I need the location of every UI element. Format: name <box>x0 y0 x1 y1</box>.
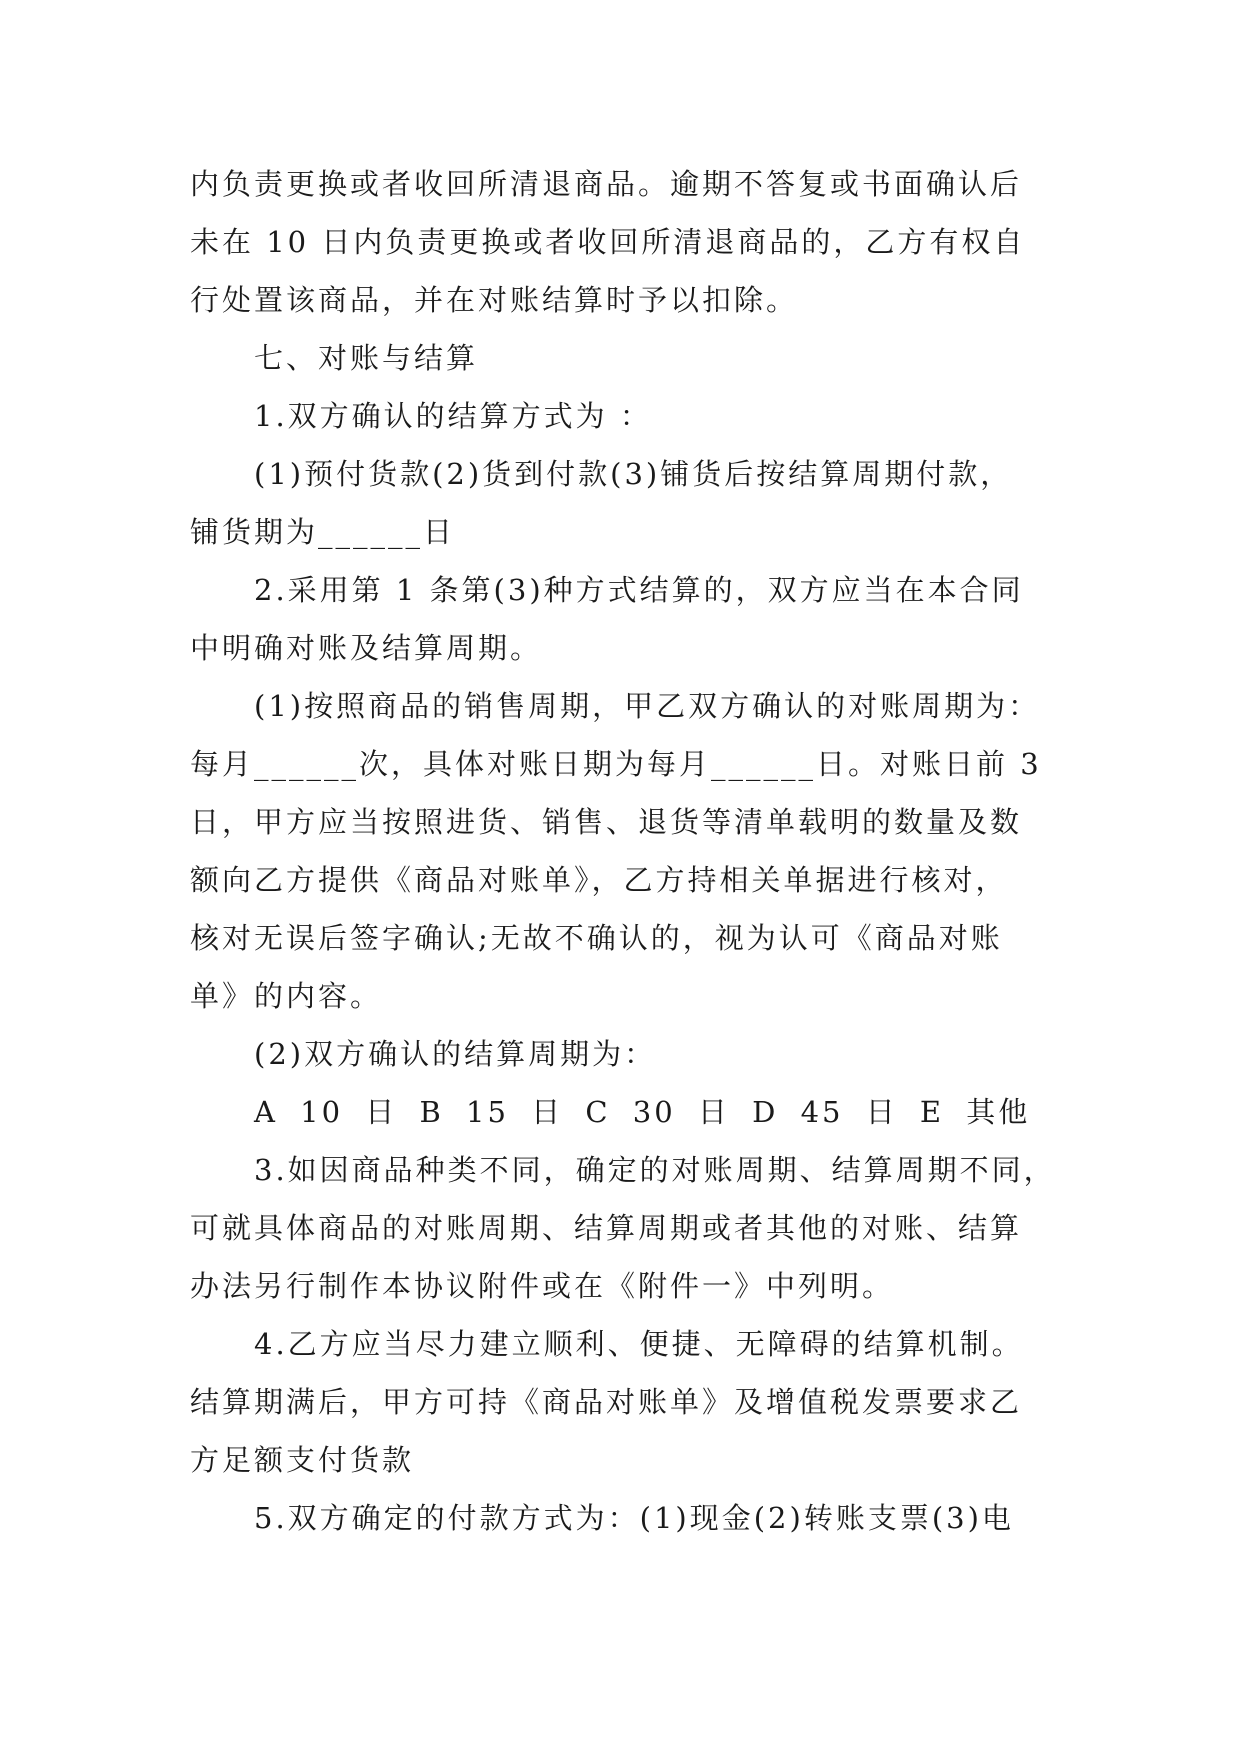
text-line: 2.采用第 1 条第(3)种方式结算的，双方应当在本合同 <box>254 573 1024 607</box>
text-line: (1)预付货款(2)货到付款(3)铺货后按结算周期付款， <box>254 457 1013 491</box>
text-line: 1.双方确认的结算方式为 ： <box>254 399 652 433</box>
text-line: 5.双方确定的付款方式为：(1)现金(2)转账支票(3)电 <box>254 1501 1014 1535</box>
text-line: 未在 10 日内负责更换或者收回所清退商品的，乙方有权自 <box>190 225 1026 259</box>
text-line: 4.乙方应当尽力建立顺利、便捷、无障碍的结算机制。 <box>254 1327 1024 1361</box>
text-line: 核对无误后签字确认;无故不确认的，视为认可《商品对账 <box>190 921 1003 955</box>
settlement-options: A 10 日 B 15 日 C 30 日 D 45 日 E 其他 <box>254 1095 1031 1129</box>
text-line: 行处置该商品，并在对账结算时予以扣除。 <box>190 283 799 317</box>
text-line: 铺货期为______日 <box>190 515 456 549</box>
text-line: 结算期满后，甲方可持《商品对账单》及增值税发票要求乙 <box>190 1385 1023 1419</box>
text-line: (2)双方确认的结算周期为： <box>254 1037 657 1071</box>
text-line: 内负责更换或者收回所清退商品。逾期不答复或书面确认后 <box>190 167 1023 201</box>
text-line: 3.如因商品种类不同，确定的对账周期、结算周期不同， <box>254 1153 1056 1187</box>
document-body <box>190 155 1060 1547</box>
text-line: 可就具体商品的对账周期、结算周期或者其他的对账、结算 <box>190 1211 1023 1245</box>
text-line: 单》的内容。 <box>190 979 383 1013</box>
text-line: 中明确对账及结算周期。 <box>190 631 543 665</box>
text-line: 办法另行制作本协议附件或在《附件一》中列明。 <box>190 1269 895 1303</box>
text-line: 额向乙方提供《商品对账单》，乙方持相关单据进行核对， <box>190 863 1008 897</box>
text-line: 每月______次，具体对账日期为每月______日。对账日前 3 <box>190 747 1042 781</box>
text-line: (1)按照商品的销售周期，甲乙双方确认的对账周期为： <box>254 689 1041 723</box>
text-line: 方足额支付货款 <box>190 1443 415 1477</box>
section-heading: 七、对账与结算 <box>254 341 479 375</box>
text-line: 日，甲方应当按照进货、销售、退货等清单载明的数量及数 <box>190 805 1023 839</box>
